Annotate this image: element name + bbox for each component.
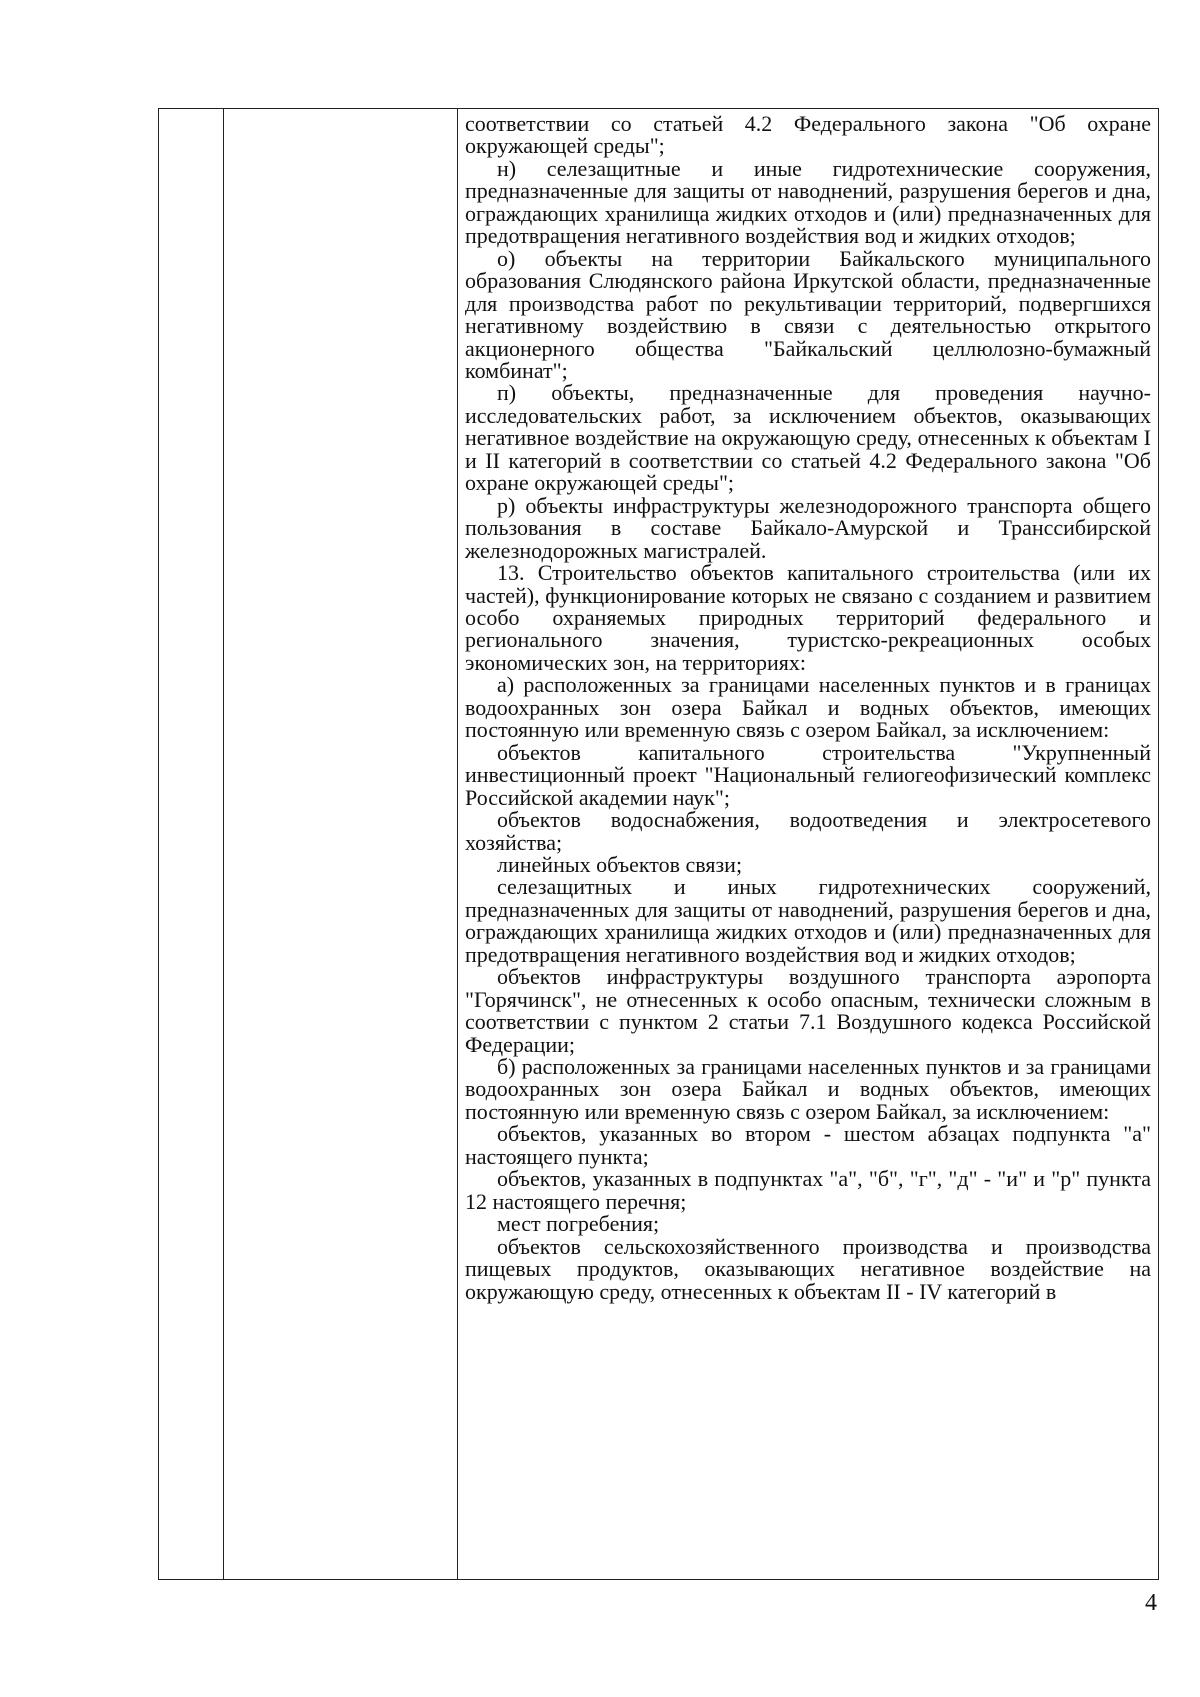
table-column-name: [223, 109, 457, 1579]
column-divider: [223, 109, 224, 1579]
paragraph: соответствии со статьей 4.2 Федерального закона "Об охране окружающей среды";: [465, 111, 1151, 159]
paragraph: объектов сельскохозяйственного производства и производства пищевых продуктов, оказывающих негативное воздействие на окружающую среду, отнесенных к объектам II - IV категорий в: [465, 1233, 1151, 1304]
paragraph: линейных объектов связи;: [497, 851, 743, 877]
paragraph: объектов инфраструктуры воздушного транспорта аэропорта "Горячинск", не отнесенных к особо опасным, технически сложным в соответствии с пунктом 2 статьи 7.1 Воздушного кодекса Российской Федерации;: [465, 964, 1151, 1057]
paragraph: объектов, указанных в подпунктах "а", "б", "г", "д" - "и" и "р" пункта 12 настоящего перечня;: [465, 1166, 1151, 1214]
paragraph: р) объекты инфраструктуры железнодорожного транспорта общего пользования в составе Байкало-Амурской и Транссибирской железнодорожных магистралей.: [465, 492, 1151, 563]
paragraph: объектов капитального строительства "Укрупненный инвестиционный проект "Национальный гелиогеофизический комплекс Российской академии наук";: [465, 739, 1151, 810]
paragraph: селезащитных и иных гидротехнических сооружений, предназначенных для защиты от наводнений, разрушения берегов и дна, ограждающих хранилища жидких отходов и (или) предназначенных для предотвращения негативного воздействия вод и жидких отходов;: [465, 874, 1151, 967]
paragraph: мест погребения;: [497, 1211, 660, 1237]
table-column-number: [159, 109, 223, 1579]
paragraph: 13. Строительство объектов капитального строительства (или их частей), функционирование которых не связано с созданием и развитием особо охраняемых природных территорий федерального и регионального значения, туристско-рекреационных особых экономических зон, на территориях:: [465, 560, 1151, 675]
paragraph: объектов, указанных во втором - шестом абзацах подпункта "а" настоящего пункта;: [465, 1121, 1151, 1169]
paragraph: объектов водоснабжения, водоотведения и электросетевого хозяйства;: [465, 807, 1151, 855]
paragraph: н) селезащитные и иные гидротехнические сооружения, предназначенные для защиты от наводнений, разрушения берегов и дна, ограждающих хранилища жидких отходов и (или) предназначенных для предотвращения негативного воздействия вод и жидких отходов;: [465, 155, 1151, 249]
paragraph: п) объекты, предназначенные для проведения научно-исследовательских работ, за исключением объектов, оказывающих негативное воздействие на окружающую среду, отнесенных к объектам I и II категорий в соответствии со статьей 4.2 Федерального закона "Об охране окружающей среды";: [465, 380, 1151, 496]
paragraph: б) расположенных за границами населенных пунктов и за границами водоохранных зон озера Байкал и водных объектов, имеющих постоянную или временную связь с озером Байкал, за исключением:: [465, 1054, 1151, 1124]
column-divider: [457, 109, 458, 1579]
document-table: [158, 108, 1159, 1580]
table-column-text: [465, 113, 1151, 1303]
paragraph: а) расположенных за границами населенных пунктов и в границах водоохранных зон озера Байкал и водных объектов, имеющих постоянную или временную связь с озером Байкал, за исключением:: [465, 672, 1151, 743]
paragraph: о) объекты на территории Байкальского муниципального образования Слюдянского района Иркутской области, предназначенные для производства работ по рекультивации территорий, подвергшихся негативному воздействию в связи с деятельностью открытого акционерного общества "Байкальский целлюлозно-бумажный комбинат";: [465, 245, 1151, 383]
page-number: 4: [1145, 1590, 1157, 1616]
